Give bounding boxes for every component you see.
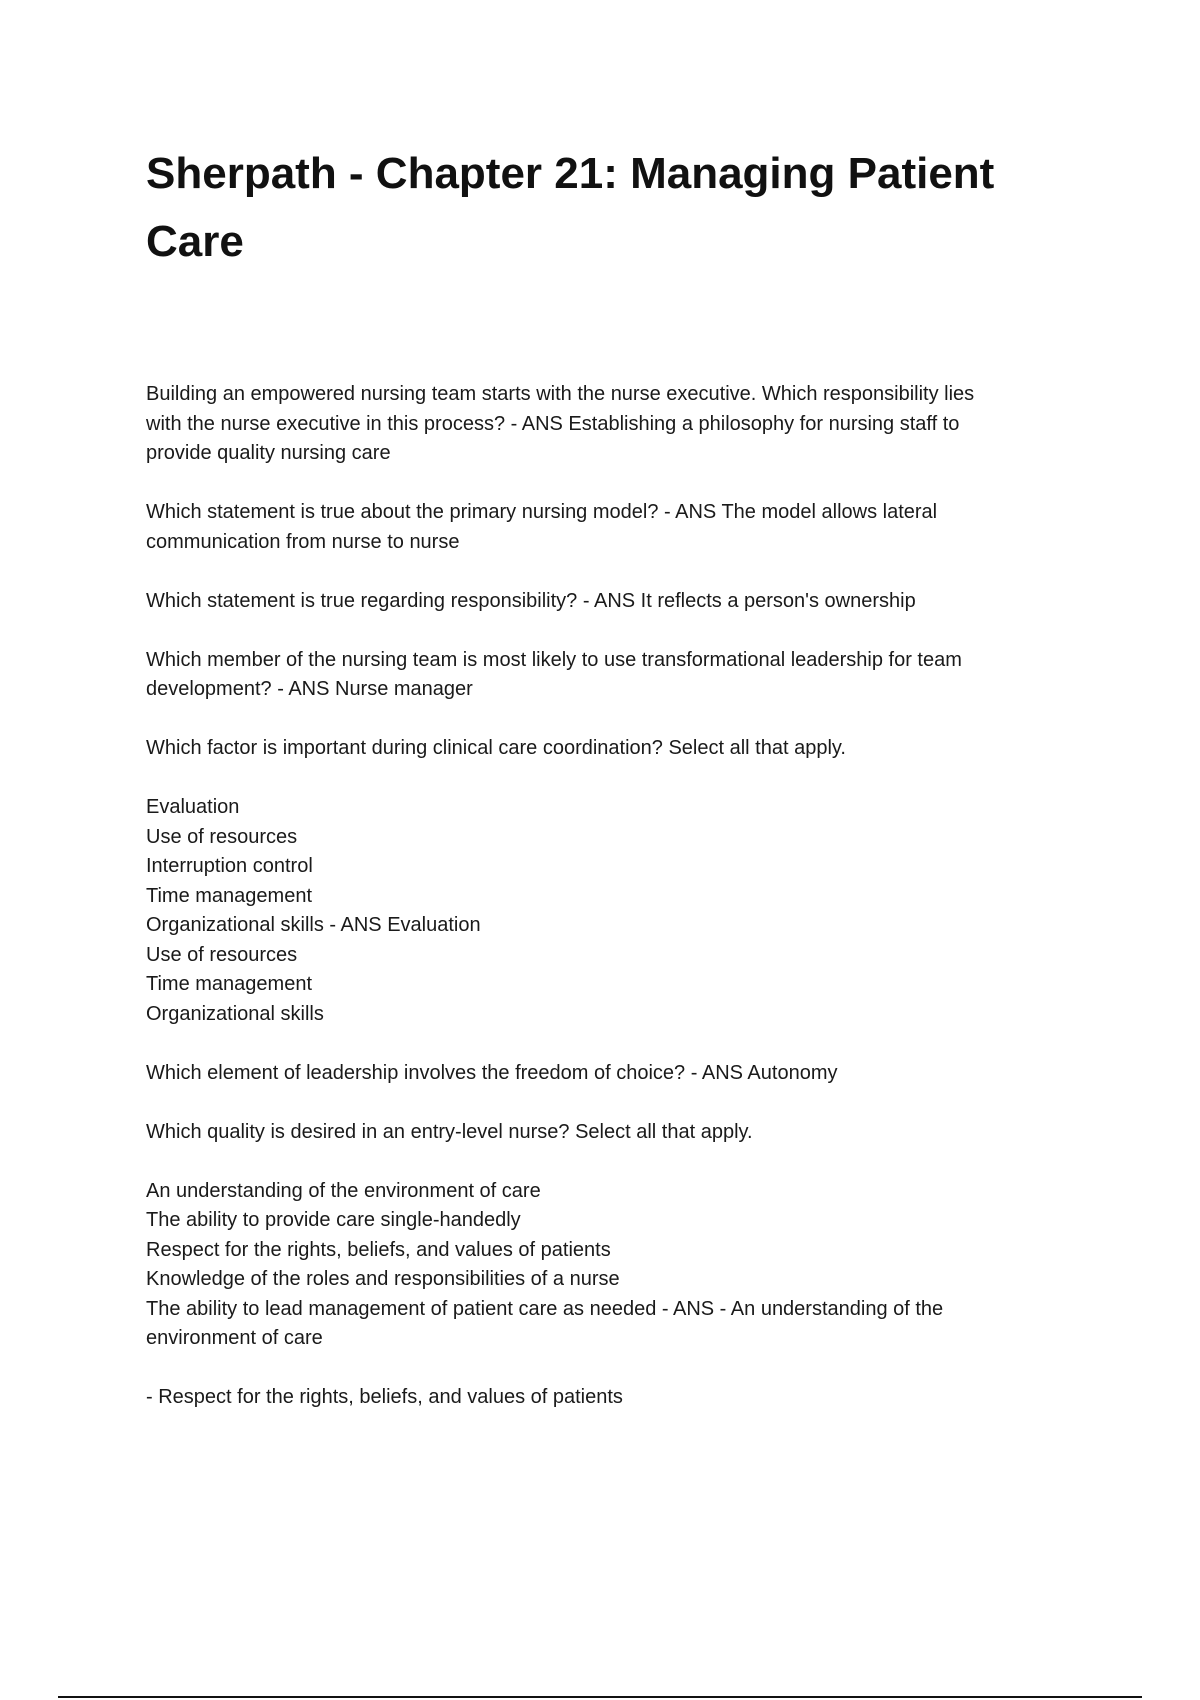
page-title	[146, 140, 1076, 276]
text-line: The ability to provide care single-handedly	[146, 1209, 521, 1231]
page-bottom-divider	[58, 1696, 1142, 1698]
text-paragraph	[146, 498, 1076, 557]
text-line: Which quality is desired in an entry-level nurse? Select all that apply.	[146, 1120, 753, 1143]
text-line: Which statement is true regarding responsibility? - ANS It reflects a person's ownership	[146, 589, 916, 612]
text-paragraph	[146, 793, 1076, 1029]
text-line: Time management	[146, 884, 312, 907]
text-paragraph	[146, 734, 1076, 764]
text-line: Respect for the rights, beliefs, and values of patients	[146, 1238, 611, 1261]
text-line: An understanding of the environment of care	[146, 1179, 541, 1202]
text-line: Which element of leadership involves the freedom of choice? - ANS Autonomy	[146, 1061, 838, 1084]
title-line: Care	[146, 217, 244, 266]
text-paragraph	[146, 1059, 1076, 1089]
text-line: Building an empowered nursing team starts with the nurse executive. Which responsibility lies	[146, 383, 975, 405]
text-line: development? - ANS Nurse manager	[146, 678, 473, 700]
text-line: Use of resources	[146, 825, 298, 848]
document-body	[146, 380, 1076, 1413]
text-line: communication from nurse to nurse	[146, 530, 460, 553]
text-paragraph	[146, 380, 1076, 469]
text-line: Which factor is important during clinical care coordination? Select all that apply.	[146, 737, 846, 759]
text-line: with the nurse executive in this process? - ANS Establishing a philosophy for nursing staff to	[146, 412, 960, 435]
text-line: Organizational skills - ANS Evaluation	[146, 914, 481, 936]
text-line: Interruption control	[146, 855, 313, 877]
text-paragraph	[146, 587, 1076, 617]
text-line: Which statement is true about the primary nursing model? - ANS The model allows lateral	[146, 501, 938, 523]
text-line: Time management	[146, 973, 312, 995]
text-line: Evaluation	[146, 796, 240, 818]
text-line: provide quality nursing care	[146, 442, 391, 464]
text-line: environment of care	[146, 1327, 323, 1349]
text-paragraph	[146, 1177, 1076, 1354]
text-line: The ability to lead management of patient care as needed - ANS - An understanding of the	[146, 1297, 944, 1320]
text-line: Knowledge of the roles and responsibilities of a nurse	[146, 1268, 620, 1290]
title-line: Sherpath - Chapter 21: Managing Patient	[146, 149, 995, 198]
document-page	[146, 140, 1076, 1442]
text-line: - Respect for the rights, beliefs, and values of patients	[146, 1386, 623, 1408]
text-paragraph	[146, 1383, 1076, 1413]
text-paragraph	[146, 646, 1076, 705]
text-line: Which member of the nursing team is most likely to use transformational leadership for team	[146, 648, 962, 671]
text-paragraph	[146, 1118, 1076, 1148]
text-line: Organizational skills	[146, 1002, 324, 1025]
text-line: Use of resources	[146, 943, 298, 966]
